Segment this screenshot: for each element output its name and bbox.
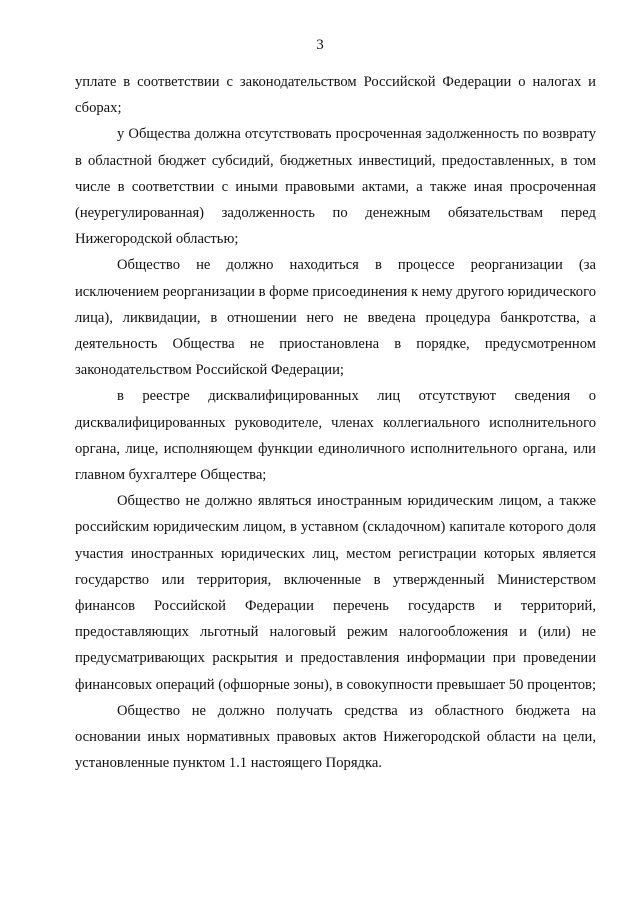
paragraph-disqualified-persons: в реестре дисквалифицированных лиц отсутствуют сведения о дисквалифицированных руководителе, членах коллегиального исполнительного органа, лице, исполняющем функции единоличного исполнительного органа, или главном бухгалтере Общества; [75, 388, 596, 484]
paragraph-foreign-entity: Общество не должно являться иностранным юридическим лицом, а также российским юридическим лицом, в уставном (складочном) капитале которого доля участия иностранных юридических лиц, местом регистрации которых является государство или территория, включенные в утвержденный Министерством финансов Российской Федерации перечень государств и территорий, предоставляющих льготный налоговый режим налогообложения и (или) не предусматривающих раскрытия и предоставления информации при проведении финансовых операций (офшорные зоны), в совокупности превышает 50 процентов; [75, 493, 596, 693]
document-body [75, 69, 596, 776]
page-number: 3 [316, 37, 324, 53]
paragraph-no-reorganization: Общество не должно находиться в процессе реорганизации (за исключением реорганизации в форме присоединения к нему другого юридического лица), ликвидации, в отношении него не введена процедура банкротства, а деятельность Общества не приостановлена в порядке, предусмотренном законодательством Российской Федерации; [75, 257, 596, 379]
paragraph-no-overdue-debt: у Общества должна отсутствовать просроченная задолженность по возврату в областной бюджет субсидий, бюджетных инвестиций, предоставленных, в том числе в соответствии с иными правовыми актами, а также иная просроченная (неурегулированная) задолженность по денежным обязательствам перед Нижегородской областью; [75, 126, 596, 248]
paragraph-tax-continuation: уплате в соответствии с законодательством Российской Федерации о налогах и сборах; [75, 74, 596, 117]
paragraph-no-other-funding: Общество не должно получать средства из областного бюджета на основании иных нормативных правовых актов Нижегородской области на цели, установленные пунктом 1.1 настоящего Порядка. [75, 702, 596, 772]
